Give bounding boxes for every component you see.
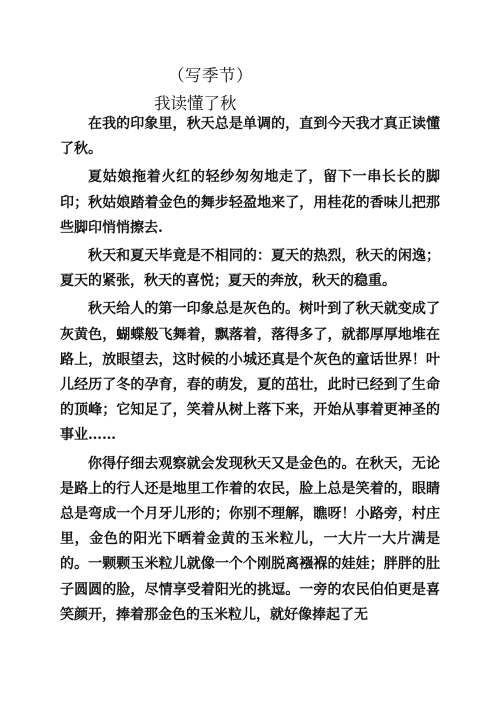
essay-title: 我读懂了秋 — [154, 94, 237, 113]
paragraph-3: 秋天和夏天毕竟是不相同的：夏天的热烈，秋天的闲逸；夏天的紧张，秋天的喜悦；夏天的奔放，秋天的稳重。 — [60, 248, 440, 290]
paragraph-2: 夏姑娘拖着火红的轻纱匆匆地走了，留下一串长长的脚印；秋姑娘踏着金色的舞步轻盈地来了，用桂花的香味儿把那些脚印悄悄擦去. — [60, 169, 440, 236]
paragraph-4: 秋天给人的第一印象总是灰色的。树叶到了秋天就变成了灰黄色，蝴蝶般飞舞着，飘落着，落得多了，就都厚厚地堆在路上，放眼望去，这时候的小城还真是个灰色的童话世界！叶儿经历了冬的孕育，春的萌发，夏的茁壮，此时已经到了生命的顶峰；它知足了，笑着从树上落下来，开始从事着更神圣的事业…… — [60, 301, 440, 444]
essay-category: （写季节） — [168, 66, 253, 85]
paragraph-5: 你得仔细去观察就会发现秋天又是金色的。在秋天，无论是路上的行人还是地里工作着的农民，脸上总是笑着的，眼睛总是弯成一个月牙儿形的；你别不理解，瞧呀！小路旁，村庄里，金色的阳光下晒着金黄的玉米粒儿，一大片一大片满是的。一颗颗玉米粒儿就像一个个刚脱离襁褓的娃娃；胖胖的肚子圆圆的脸，尽情享受着阳光的挑逗。一旁的农民伯伯更是喜笑颜开，捧着那金色的玉米粒儿，就好像捧起了无 — [60, 455, 440, 623]
essay-body — [60, 112, 440, 631]
paragraph-1: 在我的印象里，秋天总是单调的，直到今天我才真正读懂了秋。 — [60, 116, 440, 158]
